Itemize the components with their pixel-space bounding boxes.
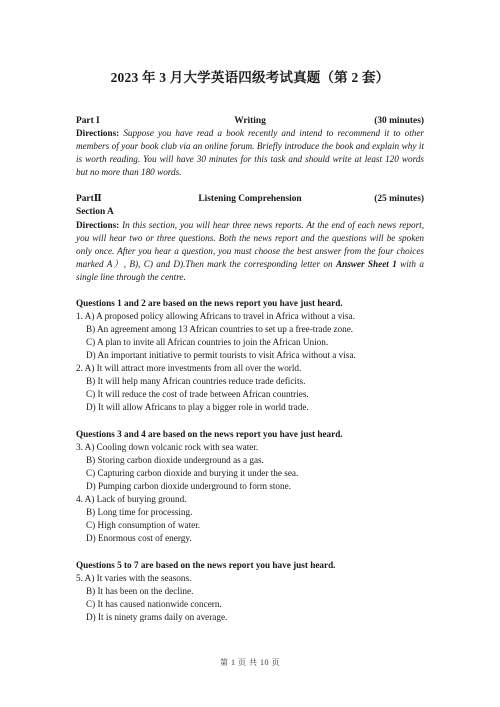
question-line: C) It will reduce the cost of trade between African countries. [86, 389, 309, 399]
question-group-heading: Questions 5 to 7 are based on the news report you have just heard. [76, 560, 336, 570]
question-line: D) Enormous cost of energy. [86, 533, 192, 543]
question-line: 2. A) It will attract more investments from all over the world. [76, 363, 302, 373]
section-a-label: Section A [76, 207, 114, 217]
part1-time: (30 minutes) [374, 116, 424, 126]
question-line: D) An important initiative to permit tourists to visit Africa without a visa. [86, 350, 356, 360]
question-line: D) Pumping carbon dioxide underground to form stone. [86, 481, 291, 491]
part2-name: Listening Comprehension [198, 194, 302, 204]
part1-label: Part I [76, 116, 100, 126]
question-line: 1. A) A proposed policy allowing Africans to travel in Africa without a visa. [76, 311, 355, 321]
part2-directions-label: Directions: [76, 220, 120, 230]
question-group-heading: Questions 1 and 2 are based on the news report you have just heard. [76, 298, 343, 308]
question-line: B) It has been on the decline. [86, 586, 194, 596]
page-footer: 第 1 页 共 10 页 [220, 658, 280, 667]
part2-time: (25 minutes) [374, 194, 424, 204]
question-line: B) It will help many African countries reduce trade deficits. [86, 376, 306, 386]
question-line: 3. A) Cooling down volcanic rock with sea water. [76, 442, 259, 452]
part1-directions-text: Suppose you have read a book recently and intend to recommend it to other members of your book club via an online forum. Briefly introduce the book and explain why it is worth reading. You will have 30 minutes for this task and should write at least 120 words but no more than 180 words. [76, 128, 424, 178]
question-line: B) An agreement among 13 African countries to set up a free-trade zone. [86, 324, 354, 334]
question-line: C) A plan to invite all African countries to join the African Union. [86, 337, 329, 347]
part1-name: Writing [234, 116, 266, 126]
question-line: D) It will allow Africans to play a bigger role in world trade. [86, 402, 309, 412]
question-line: B) Storing carbon dioxide underground as a gas. [86, 455, 264, 465]
question-line: C) It has caused nationwide concern. [86, 599, 222, 609]
question-line: 4. A) Lack of burying ground. [76, 494, 187, 504]
question-line: C) High consumption of water. [86, 520, 201, 530]
question-line: D) It is ninety grams daily on average. [86, 612, 228, 622]
answer-sheet-ref: Answer Sheet 1 [335, 259, 397, 270]
question-line: B) Long time for processing. [86, 507, 193, 517]
part1-directions [76, 127, 424, 179]
question-line: C) Capturing carbon dioxide and burying it under the sea. [86, 468, 299, 478]
question-line: 5. A) It varies with the seasons. [76, 573, 192, 583]
part2-directions-text-2: with a single line through the centre. [76, 259, 424, 283]
part2-directions-text-1: In this section, you will hear three news reports. At the end of each news report, you will hear two or three questions. Both the news report and the questions will be spoken only once. After you hear a question, you must choose the best answer from the four choices marked A）, B), C) and D).Then mark the corresponding letter on [76, 220, 425, 270]
part2-directions [76, 219, 424, 284]
part1-directions-label: Directions: [76, 128, 120, 138]
page-title: 2023 年 3 月大学英语四级考试真题（第 2 套） [110, 70, 390, 85]
part2-label: PartⅡ [76, 194, 102, 204]
question-group-heading: Questions 3 and 4 are based on the news report you have just heard. [76, 429, 343, 439]
